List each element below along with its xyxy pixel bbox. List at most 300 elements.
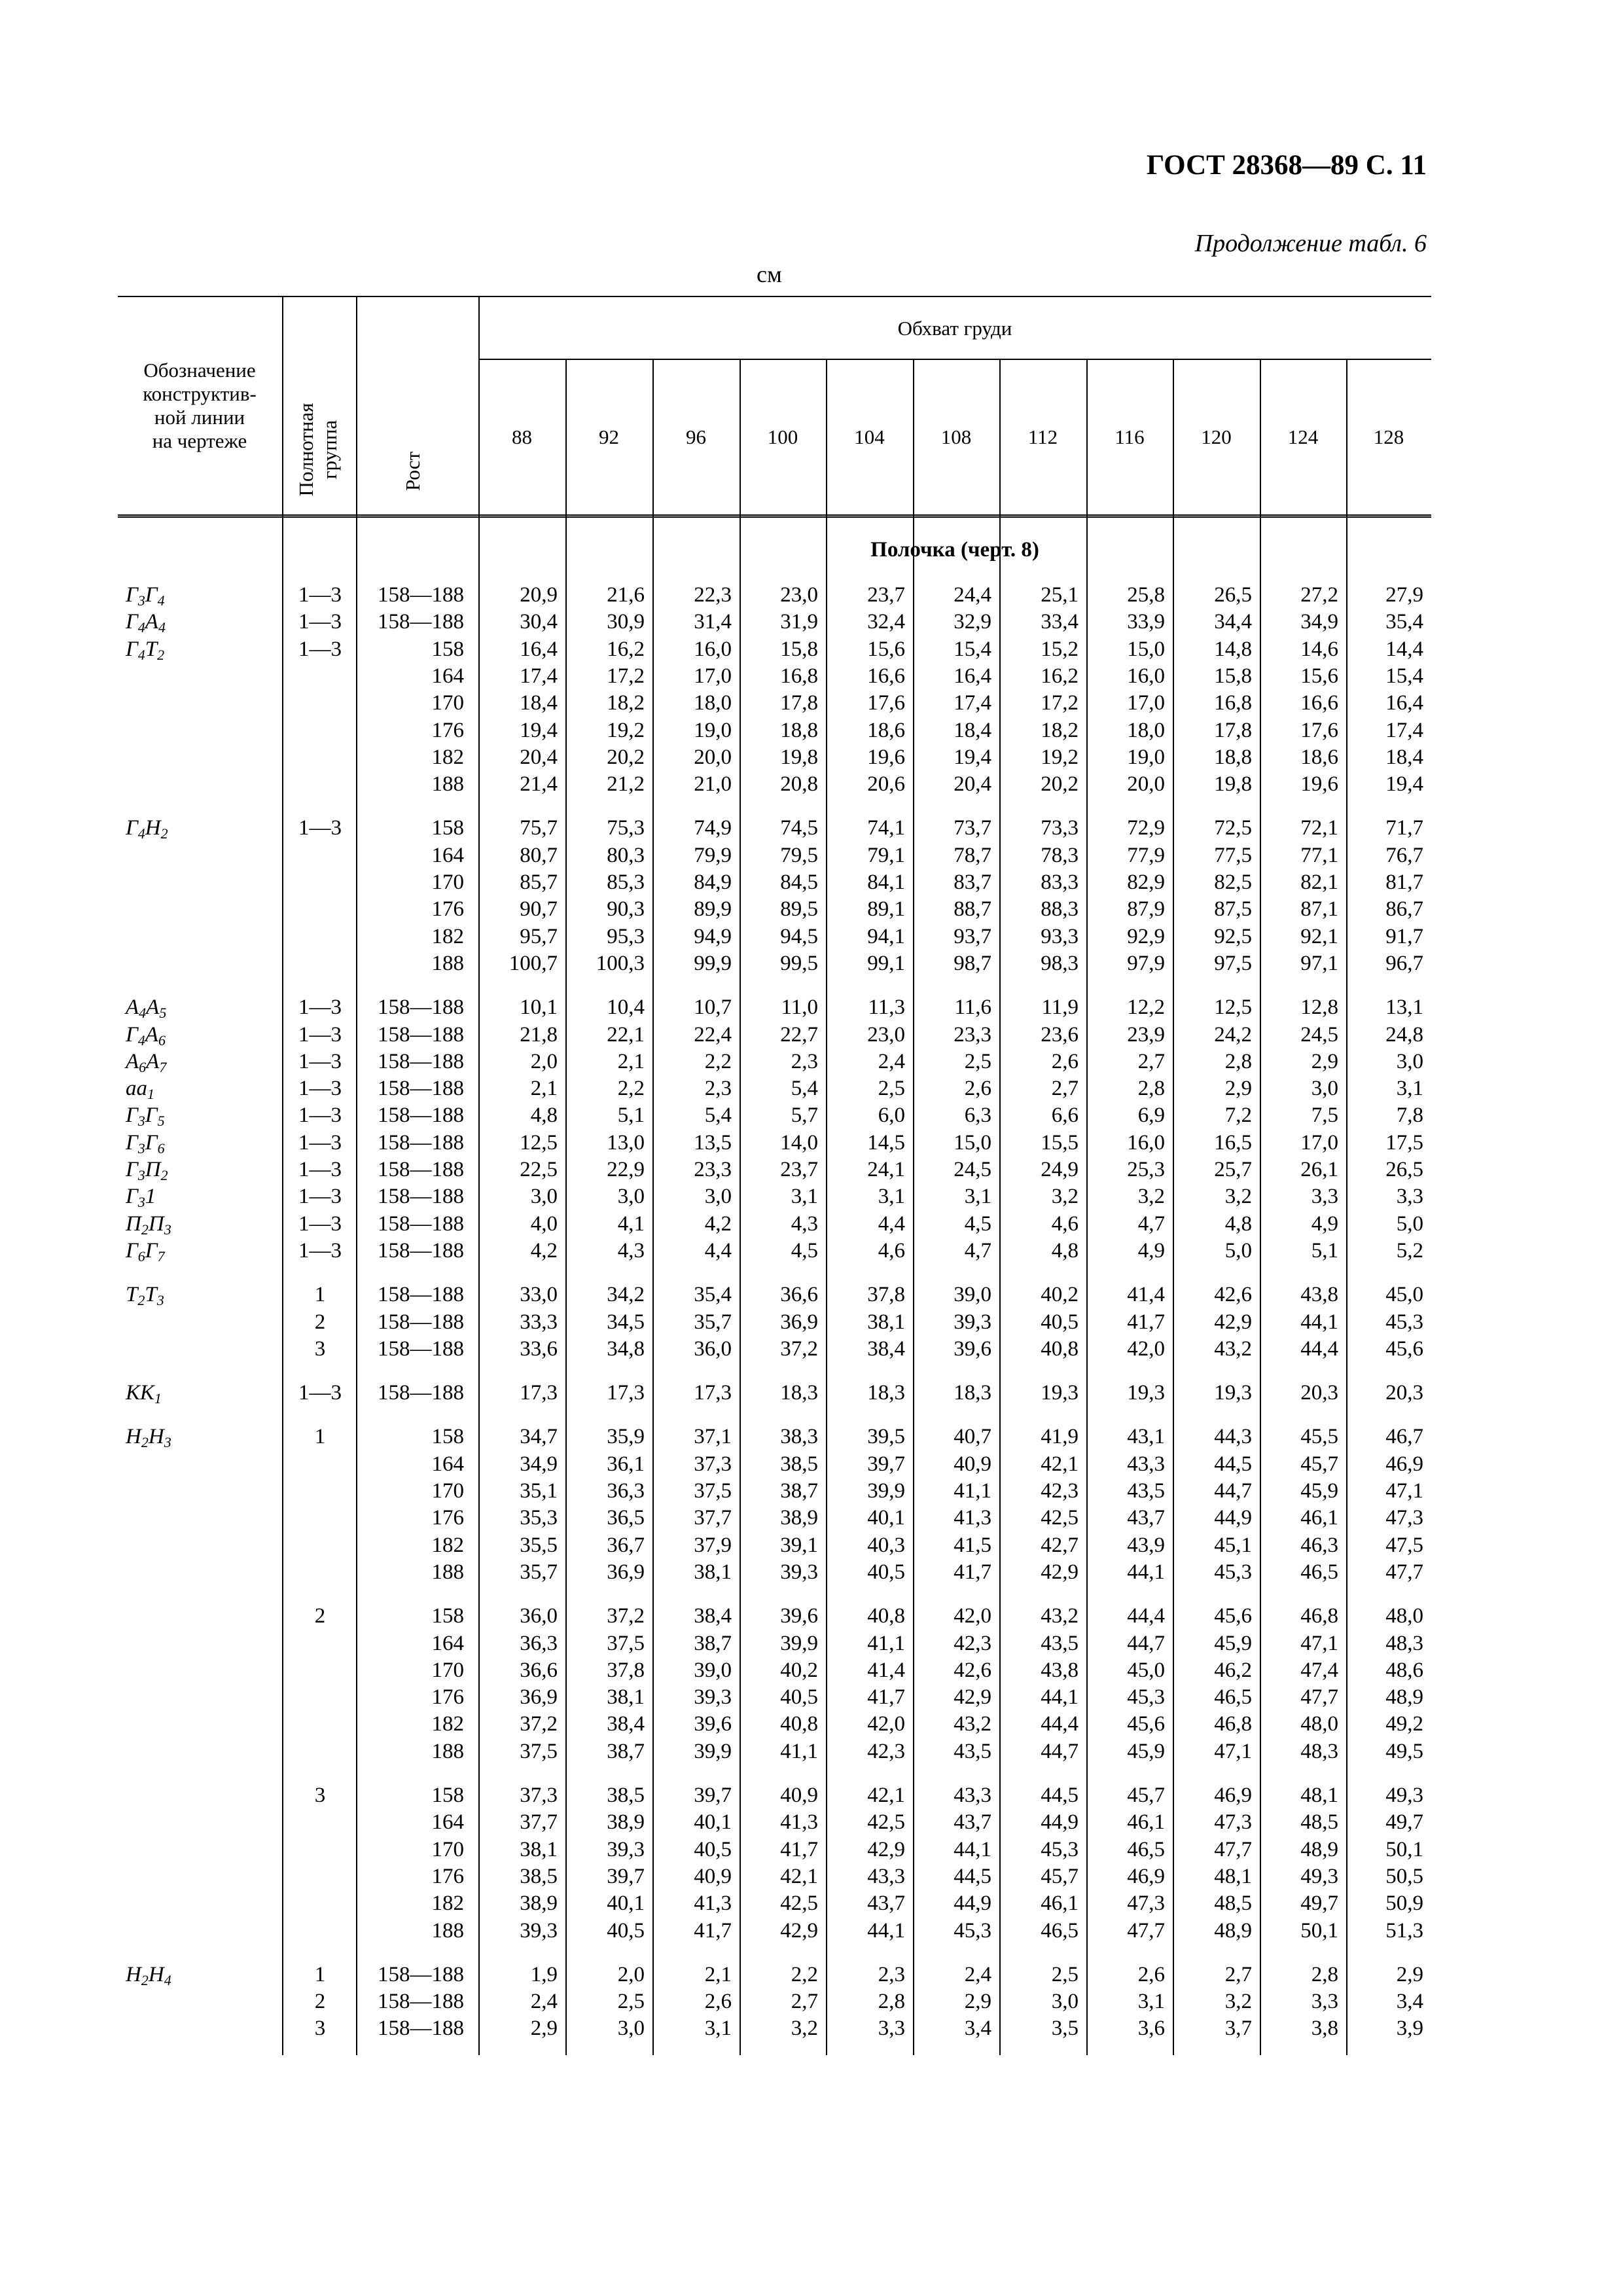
row-value: 4,2 (530, 1238, 558, 1263)
row-value: 2,8 (1137, 1077, 1165, 1101)
row-value: 80,3 (607, 843, 645, 867)
row-value: 43,1 (1127, 1425, 1165, 1449)
girth-column-header: 112 (1027, 425, 1058, 448)
row-value: 3,3 (1311, 1185, 1338, 1209)
row-value: 14,4 (1385, 637, 1423, 661)
row-fullness-group: 1—3 (298, 1381, 342, 1405)
row-value: 19,4 (1385, 772, 1423, 797)
row-value: 20,3 (1385, 1381, 1423, 1405)
row-value: 15,0 (1127, 637, 1165, 661)
row-value: 38,7 (607, 1739, 645, 1763)
row-value: 49,3 (1385, 1784, 1423, 1807)
row-height: 170 (431, 870, 464, 894)
row-value: 5,0 (1224, 1238, 1252, 1263)
row-value: 21,2 (607, 772, 645, 797)
row-value: 18,2 (607, 691, 645, 715)
row-value: 38,5 (780, 1452, 818, 1476)
row-value: 47,7 (1127, 1918, 1165, 1943)
row-value: 19,3 (1214, 1381, 1252, 1405)
row-value: 21,4 (520, 772, 558, 797)
table-row (118, 690, 1431, 717)
row-value: 10,4 (607, 996, 645, 1020)
row-value: 46,3 (1300, 1533, 1338, 1557)
row-value: 95,3 (607, 924, 645, 948)
row-value: 24,8 (1385, 1022, 1423, 1047)
row-value: 3,0 (617, 2017, 645, 2041)
row-value: 37,1 (694, 1425, 732, 1449)
row-value: 19,2 (1041, 745, 1079, 769)
row-value: 2,1 (530, 1077, 558, 1101)
table-row (118, 1918, 1431, 1945)
row-value: 44,1 (867, 1918, 905, 1943)
row-height: 170 (431, 1837, 464, 1861)
row-value: 45,0 (1385, 1283, 1423, 1307)
row-value: 2,2 (617, 1077, 645, 1101)
row-value: 4,3 (791, 1211, 818, 1236)
row-value: 46,8 (1214, 1712, 1252, 1736)
row-value: 76,7 (1385, 843, 1423, 867)
row-value: 95,7 (520, 924, 558, 948)
row-value: 16,0 (694, 637, 732, 661)
row-value: 82,9 (1127, 870, 1165, 894)
row-value: 3,4 (1396, 1990, 1423, 2014)
row-designation: $Г_4А_6$ (126, 1022, 166, 1049)
table-row (118, 1102, 1431, 1129)
row-value: 37,3 (694, 1452, 732, 1476)
row-value: 2,5 (878, 1077, 905, 1101)
row-value: 36,0 (694, 1336, 732, 1361)
row-value: 41,7 (867, 1685, 905, 1710)
row-value: 11,3 (868, 996, 905, 1020)
row-value: 17,4 (520, 664, 558, 688)
row-value: 47,3 (1214, 1810, 1252, 1835)
row-value: 82,1 (1300, 870, 1338, 894)
row-value: 35,3 (520, 1506, 558, 1530)
row-value: 42,0 (1127, 1336, 1165, 1361)
row-value: 47,1 (1385, 1479, 1423, 1503)
row-value: 44,5 (1214, 1452, 1252, 1476)
row-value: 35,4 (694, 1283, 732, 1307)
row-value: 39,6 (694, 1712, 732, 1736)
row-height: 158—188 (378, 996, 464, 1020)
row-height: 182 (431, 1892, 464, 1916)
row-value: 77,5 (1214, 843, 1252, 867)
row-value: 26,5 (1214, 583, 1252, 607)
table-row (118, 1183, 1431, 1210)
row-value: 44,7 (1041, 1739, 1079, 1763)
row-value: 12,8 (1300, 996, 1338, 1020)
row-value: 92,5 (1214, 924, 1252, 948)
row-value: 46,9 (1127, 1864, 1165, 1888)
row-value: 15,8 (1214, 664, 1252, 688)
row-value: 18,4 (1385, 745, 1423, 769)
table-row (118, 609, 1431, 636)
row-value: 23,7 (867, 583, 905, 607)
row-value: 4,7 (1137, 1211, 1165, 1236)
row-value: 2,0 (530, 1049, 558, 1073)
row-value: 4,8 (530, 1103, 558, 1128)
row-value: 1,9 (530, 1962, 558, 1986)
row-value: 98,7 (954, 951, 991, 975)
row-value: 23,7 (780, 1158, 818, 1181)
row-value: 19,3 (1127, 1381, 1165, 1405)
row-value: 48,5 (1214, 1892, 1252, 1916)
row-value: 16,0 (1127, 664, 1165, 688)
row-value: 38,7 (694, 1631, 732, 1655)
row-height: 170 (431, 691, 464, 715)
row-value: 45,3 (1385, 1310, 1423, 1334)
row-value: 48,6 (1385, 1658, 1423, 1682)
row-fullness-group: 1—3 (298, 1049, 342, 1073)
row-height: 158—188 (378, 1022, 464, 1047)
row-value: 16,0 (1127, 1130, 1165, 1155)
row-value: 3,1 (791, 1185, 818, 1209)
table-row (118, 1157, 1431, 1183)
row-value: 48,9 (1214, 1918, 1252, 1943)
row-value: 18,3 (867, 1381, 905, 1405)
row-value: 41,7 (694, 1918, 732, 1943)
row-value: 79,5 (780, 843, 818, 867)
row-value: 83,7 (954, 870, 991, 894)
row-value: 17,3 (694, 1381, 732, 1405)
row-height: 158 (431, 1784, 464, 1807)
row-fullness-group: 1—3 (298, 1022, 342, 1047)
row-designation: $А_4А_5$ (126, 996, 167, 1022)
row-value: 41,5 (954, 1533, 991, 1557)
row-value: 3,0 (704, 1185, 732, 1209)
row-value: 48,1 (1300, 1784, 1338, 1807)
row-value: 23,3 (954, 1022, 991, 1047)
row-value: 13,1 (1385, 996, 1423, 1020)
table-row (118, 1711, 1431, 1738)
row-value: 43,2 (1041, 1604, 1079, 1628)
header-designation-line: конструктив- (143, 382, 257, 405)
row-value: 19,0 (694, 718, 732, 742)
row-value: 42,9 (1214, 1310, 1252, 1334)
row-value: 40,5 (1041, 1310, 1079, 1334)
row-height: 158 (431, 1604, 464, 1628)
table-row (118, 1130, 1431, 1157)
row-value: 2,3 (791, 1049, 818, 1073)
row-value: 38,5 (607, 1784, 645, 1807)
row-value: 36,7 (607, 1533, 645, 1557)
row-value: 17,0 (1300, 1130, 1338, 1155)
row-value: 7,5 (1311, 1103, 1338, 1128)
row-value: 11,9 (1041, 996, 1079, 1020)
row-value: 36,1 (607, 1452, 645, 1476)
row-value: 26,1 (1300, 1158, 1338, 1181)
row-value: 39,3 (694, 1685, 732, 1710)
row-value: 19,3 (1041, 1381, 1079, 1405)
row-value: 42,7 (1041, 1533, 1079, 1557)
row-value: 22,5 (520, 1158, 558, 1181)
girth-column-header: 88 (512, 425, 532, 448)
row-value: 38,3 (780, 1425, 818, 1449)
row-value: 23,9 (1127, 1022, 1165, 1047)
row-value: 2,9 (1224, 1077, 1252, 1101)
row-value: 2,9 (1311, 1049, 1338, 1073)
row-value: 43,2 (1214, 1336, 1252, 1361)
girth-column-header: 100 (767, 425, 798, 448)
row-value: 40,8 (1041, 1336, 1079, 1361)
page-header: ГОСТ 28368—89 С. 11 (1146, 150, 1427, 181)
row-value: 3,2 (1224, 1990, 1252, 2014)
row-value: 42,0 (867, 1712, 905, 1736)
row-value: 12,5 (1214, 996, 1252, 1020)
row-fullness-group: 1—3 (298, 1211, 342, 1236)
row-value: 25,3 (1127, 1158, 1165, 1181)
row-value: 23,0 (780, 583, 818, 607)
header-chest-girth: Обхват груди (897, 317, 1012, 340)
row-value: 45,9 (1300, 1479, 1338, 1503)
header-designation-line: Обозначение (143, 359, 256, 382)
row-value: 17,6 (1300, 718, 1338, 742)
row-value: 20,2 (1041, 772, 1079, 797)
row-fullness-group: 1—3 (298, 1077, 342, 1101)
row-value: 19,6 (1300, 772, 1338, 797)
row-height: 164 (431, 1810, 464, 1835)
row-value: 5,0 (1396, 1211, 1423, 1236)
row-fullness-group: 1—3 (298, 996, 342, 1020)
row-value: 40,1 (867, 1506, 905, 1530)
row-value: 40,9 (954, 1452, 991, 1476)
row-value: 20,2 (607, 745, 645, 769)
row-height: 158—188 (378, 1962, 464, 1986)
table-row (118, 1630, 1431, 1657)
row-value: 30,4 (520, 610, 558, 634)
row-designation: $Г_3Г_5$ (126, 1103, 165, 1130)
row-value: 47,3 (1127, 1892, 1165, 1916)
row-value: 51,3 (1385, 1918, 1423, 1943)
row-value: 43,2 (954, 1712, 991, 1736)
row-height: 158—188 (378, 610, 464, 634)
row-value: 38,4 (607, 1712, 645, 1736)
row-value: 5,7 (791, 1103, 818, 1128)
row-value: 15,5 (1041, 1130, 1079, 1155)
row-height: 170 (431, 1658, 464, 1682)
row-value: 38,1 (867, 1310, 905, 1334)
table-row (118, 582, 1431, 609)
row-value: 40,2 (780, 1658, 818, 1682)
row-value: 24,5 (1300, 1022, 1338, 1047)
row-value: 49,3 (1300, 1864, 1338, 1888)
row-value: 4,9 (1137, 1238, 1165, 1263)
row-value: 78,7 (954, 843, 991, 867)
row-value: 4,6 (878, 1238, 905, 1263)
row-value: 43,5 (1041, 1631, 1079, 1655)
row-value: 48,3 (1385, 1631, 1423, 1655)
row-value: 49,2 (1385, 1712, 1423, 1736)
table-row (118, 924, 1431, 950)
row-fullness-group: 1—3 (298, 1238, 342, 1263)
row-value: 18,0 (694, 691, 732, 715)
row-value: 40,3 (867, 1533, 905, 1557)
row-value: 4,5 (964, 1211, 991, 1236)
row-value: 22,1 (607, 1022, 645, 1047)
row-value: 17,3 (607, 1381, 645, 1405)
row-value: 24,4 (954, 583, 991, 607)
row-value: 36,9 (607, 1560, 645, 1584)
row-fullness-group: 1—3 (298, 583, 342, 607)
table-row (118, 1451, 1431, 1478)
row-value: 84,9 (694, 870, 732, 894)
row-value: 74,9 (694, 816, 732, 840)
row-value: 6,3 (964, 1103, 991, 1128)
row-value: 36,5 (607, 1506, 645, 1530)
row-value: 41,3 (780, 1810, 818, 1835)
row-value: 45,1 (1214, 1533, 1252, 1557)
row-value: 48,0 (1300, 1712, 1338, 1736)
row-designation: $Г_4А_4$ (126, 610, 166, 636)
row-value: 45,9 (1127, 1739, 1165, 1763)
table-row (118, 1309, 1431, 1336)
row-designation: $А_6А_7$ (126, 1049, 167, 1075)
row-value: 92,1 (1300, 924, 1338, 948)
row-value: 16,4 (520, 637, 558, 661)
row-value: 38,4 (694, 1604, 732, 1628)
row-value: 42,9 (780, 1918, 818, 1943)
row-value: 38,5 (520, 1864, 558, 1888)
row-height: 158—188 (378, 1310, 464, 1334)
row-value: 2,5 (964, 1049, 991, 1073)
row-height: 158 (431, 816, 464, 840)
row-value: 4,7 (964, 1238, 991, 1263)
row-value: 31,9 (780, 610, 818, 634)
row-value: 41,9 (1041, 1425, 1079, 1449)
row-value: 3,0 (1311, 1077, 1338, 1101)
row-value: 37,2 (520, 1712, 558, 1736)
row-height: 176 (431, 1685, 464, 1710)
row-value: 44,9 (1214, 1506, 1252, 1530)
row-value: 15,0 (954, 1130, 991, 1155)
row-value: 35,4 (1385, 610, 1423, 634)
row-value: 19,4 (520, 718, 558, 742)
row-value: 16,2 (607, 637, 645, 661)
row-value: 6,6 (1051, 1103, 1079, 1128)
row-value: 4,6 (1051, 1211, 1079, 1236)
table-row (118, 1478, 1431, 1505)
row-value: 36,0 (520, 1604, 558, 1628)
row-value: 16,2 (1041, 664, 1079, 688)
girth-column-header: 92 (599, 425, 619, 448)
row-value: 2,3 (704, 1077, 732, 1101)
row-value: 44,5 (954, 1864, 991, 1888)
row-value: 36,6 (520, 1658, 558, 1682)
row-value: 12,2 (1127, 996, 1165, 1020)
row-value: 81,7 (1385, 870, 1423, 894)
row-value: 24,9 (1041, 1158, 1079, 1181)
table-top-rule (118, 296, 1431, 297)
row-value: 5,4 (704, 1103, 732, 1128)
row-value: 18,4 (954, 718, 991, 742)
row-value: 5,2 (1396, 1238, 1423, 1263)
row-value: 11,6 (954, 996, 991, 1020)
row-value: 10,7 (694, 996, 732, 1020)
table-row (118, 1532, 1431, 1559)
row-height: 158—188 (378, 1077, 464, 1101)
table-row (118, 1738, 1431, 1765)
row-value: 3,2 (1137, 1185, 1165, 1209)
header-height: Рост (401, 451, 424, 492)
row-value: 97,1 (1300, 951, 1338, 975)
row-value: 40,5 (780, 1685, 818, 1710)
row-value: 85,3 (607, 870, 645, 894)
row-value: 50,9 (1385, 1892, 1423, 1916)
row-value: 18,0 (1127, 718, 1165, 742)
row-value: 40,1 (694, 1810, 732, 1835)
row-value: 39,7 (607, 1864, 645, 1888)
row-fullness-group: 1 (314, 1283, 326, 1307)
row-fullness-group: 1—3 (298, 637, 342, 661)
row-value: 44,4 (1300, 1336, 1338, 1361)
row-value: 21,6 (607, 583, 645, 607)
girth-column-header: 116 (1115, 425, 1145, 448)
row-value: 2,8 (1224, 1049, 1252, 1073)
row-fullness-group: 3 (314, 1784, 326, 1807)
row-value: 22,4 (694, 1022, 732, 1047)
row-value: 41,4 (867, 1658, 905, 1682)
row-value: 38,9 (520, 1892, 558, 1916)
row-value: 17,2 (1041, 691, 1079, 715)
table-row (118, 994, 1431, 1021)
row-value: 92,9 (1127, 924, 1165, 948)
row-value: 37,8 (867, 1283, 905, 1307)
row-value: 44,1 (954, 1837, 991, 1861)
row-value: 3,0 (1396, 1049, 1423, 1073)
row-value: 21,8 (520, 1022, 558, 1047)
row-value: 18,3 (954, 1381, 991, 1405)
row-value: 3,1 (964, 1185, 991, 1209)
row-height: 164 (431, 664, 464, 688)
row-value: 18,4 (520, 691, 558, 715)
row-fullness-group: 1—3 (298, 610, 342, 634)
row-height: 158 (431, 1425, 464, 1449)
girth-column-header: 108 (940, 425, 972, 448)
row-value: 43,5 (1127, 1479, 1165, 1503)
row-value: 42,5 (780, 1892, 818, 1916)
row-value: 4,4 (878, 1211, 905, 1236)
row-value: 45,0 (1127, 1658, 1165, 1682)
row-value: 82,5 (1214, 870, 1252, 894)
row-fullness-group: 1—3 (298, 1103, 342, 1128)
row-value: 4,8 (1051, 1238, 1079, 1263)
row-value: 38,4 (867, 1336, 905, 1361)
row-height: 176 (431, 897, 464, 922)
row-value: 14,6 (1300, 637, 1338, 661)
row-height: 176 (431, 718, 464, 742)
row-value: 85,7 (520, 870, 558, 894)
row-value: 14,0 (780, 1130, 818, 1155)
row-value: 11,0 (781, 996, 818, 1020)
row-value: 16,5 (1214, 1130, 1252, 1155)
row-value: 43,3 (1127, 1452, 1165, 1476)
row-value: 77,9 (1127, 843, 1165, 867)
row-value: 15,4 (1385, 664, 1423, 688)
row-value: 3,2 (1051, 1185, 1079, 1209)
row-value: 34,9 (1300, 610, 1338, 634)
row-height: 188 (431, 772, 464, 797)
row-value: 2,8 (878, 1990, 905, 2014)
row-value: 41,3 (694, 1892, 732, 1916)
row-value: 15,6 (867, 637, 905, 661)
row-height: 158—188 (378, 1211, 464, 1236)
table-row (118, 1962, 1431, 1988)
row-value: 39,9 (694, 1739, 732, 1763)
row-value: 41,1 (780, 1739, 818, 1763)
row-value: 3,1 (1137, 1990, 1165, 2014)
row-value: 38,9 (607, 1810, 645, 1835)
row-fullness-group: 1—3 (298, 1130, 342, 1155)
